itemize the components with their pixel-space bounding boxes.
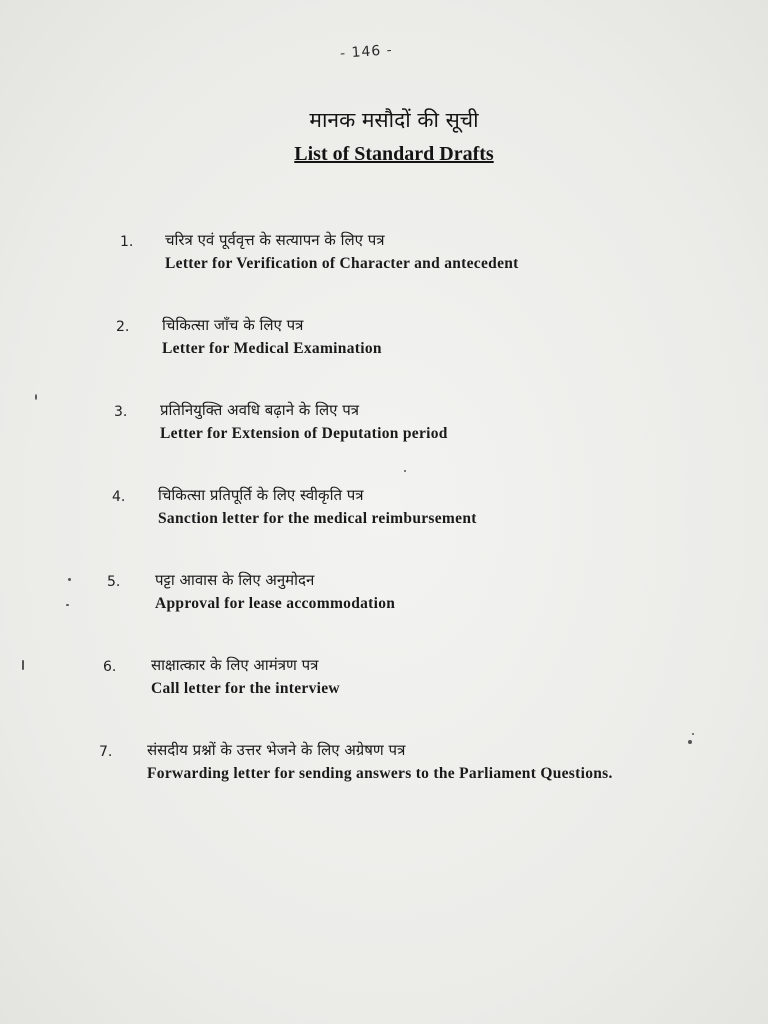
item-hindi-text: चिकित्सा प्रतिपूर्ति के लिए स्वीकृति पत्र <box>158 486 364 504</box>
scan-speck <box>692 733 694 735</box>
item-number: 5. <box>107 574 121 590</box>
item-number: 6. <box>103 659 117 675</box>
item-number: 7. <box>99 744 113 760</box>
item-english-text: Letter for Verification of Character and antecedent <box>165 255 519 272</box>
scan-speck <box>404 470 406 472</box>
item-hindi-text: संसदीय प्रश्नों के उत्तर भेजने के लिए अग्रेषण पत्र <box>147 741 406 759</box>
item-number: 4. <box>112 489 126 505</box>
item-hindi-text: पट्टा आवास के लिए अनुमोदन <box>155 571 315 589</box>
item-english-text: Letter for Medical Examination <box>162 340 382 357</box>
scan-speck <box>22 660 24 670</box>
page-title-hindi: मानक मसौदों की सूची <box>309 108 479 132</box>
scan-speck <box>35 394 37 400</box>
item-hindi-text: प्रतिनियुक्ति अवधि बढ़ाने के लिए पत्र <box>160 401 359 419</box>
item-english-text: Approval for lease accommodation <box>155 595 396 612</box>
item-english-text: Letter for Extension of Deputation period <box>160 425 448 442</box>
scan-speck <box>688 740 692 744</box>
item-hindi-text: चरित्र एवं पूर्ववृत्त के सत्यापन के लिए पत्र <box>165 231 385 249</box>
page-title-english: List of Standard Drafts <box>294 143 494 165</box>
item-number: 2. <box>116 319 130 335</box>
item-hindi-text: चिकित्सा जाँच के लिए पत्र <box>162 316 304 334</box>
item-english-text: Forwarding letter for sending answers to the Parliament Questions. <box>147 765 613 782</box>
item-number: 1. <box>120 234 134 250</box>
item-hindi-text: साक्षात्कार के लिए आमंत्रण पत्र <box>151 656 319 674</box>
item-number: 3. <box>114 404 128 420</box>
scan-speck <box>66 604 69 606</box>
item-english-text: Call letter for the interview <box>151 680 340 697</box>
item-english-text: Sanction letter for the medical reimbursement <box>158 510 477 527</box>
scan-speck <box>68 578 71 581</box>
page-number: - 146 - <box>339 42 394 62</box>
